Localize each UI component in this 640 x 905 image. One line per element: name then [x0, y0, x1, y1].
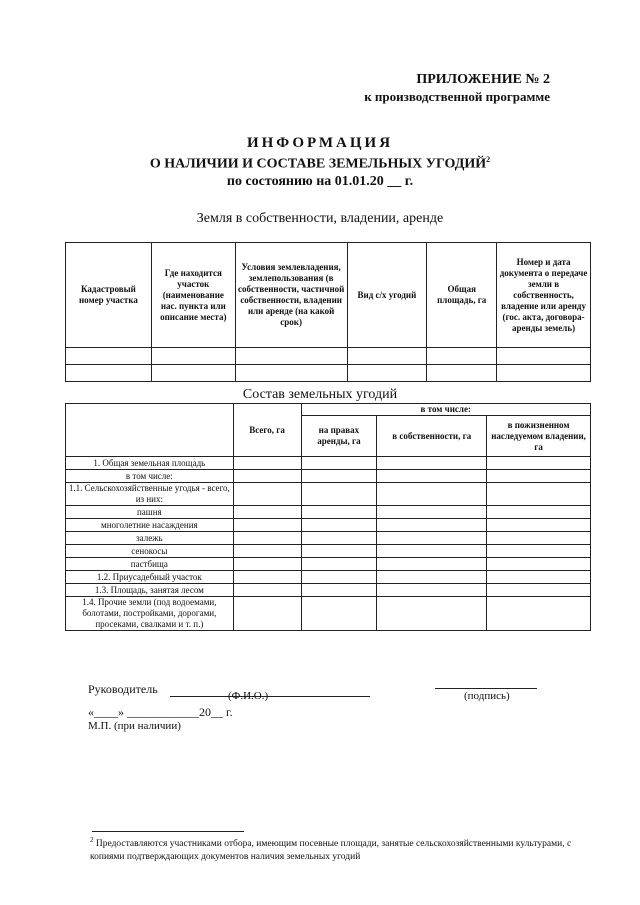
- table-cell[interactable]: [487, 483, 591, 506]
- table-row: [66, 532, 591, 545]
- signature-caption: (подпись): [464, 690, 510, 702]
- table-cell[interactable]: [233, 457, 301, 470]
- table-cell[interactable]: [301, 457, 377, 470]
- table-cell[interactable]: [487, 571, 591, 584]
- table-cell[interactable]: [377, 545, 487, 558]
- row-label: в том числе:: [66, 470, 234, 483]
- row-label: залежь: [66, 532, 234, 545]
- table-cell[interactable]: [487, 558, 591, 571]
- table-cell[interactable]: [233, 584, 301, 597]
- header-lifetime: в пожизненном наследуемом владении, га: [487, 416, 591, 457]
- appendix-subtitle: к производственной программе: [364, 89, 550, 104]
- signature-date-line: «____» ____________20__ г.: [88, 705, 233, 719]
- table-cell[interactable]: [427, 365, 497, 382]
- table-cell[interactable]: [301, 571, 377, 584]
- row-label: пастбища: [66, 558, 234, 571]
- table-row: [66, 348, 591, 365]
- table-cell[interactable]: [301, 519, 377, 532]
- table-cell[interactable]: [377, 519, 487, 532]
- header-location: Где находится участок (наименование нас. пункта или описание места): [151, 243, 235, 348]
- table-cell[interactable]: [233, 571, 301, 584]
- table-cell[interactable]: [301, 558, 377, 571]
- table-cell[interactable]: [233, 532, 301, 545]
- header-land-type: Вид с/х угодий: [347, 243, 427, 348]
- header-document: Номер и дата документа о передаче земли в собственность, владение или аренду (гос. акта, договора-аренды земель): [497, 243, 591, 348]
- table-cell[interactable]: [233, 470, 301, 483]
- table-cell[interactable]: [301, 532, 377, 545]
- table-cell[interactable]: [377, 470, 487, 483]
- table-cell[interactable]: [377, 558, 487, 571]
- header-own: в собственности, га: [377, 416, 487, 457]
- row-label: пашня: [66, 506, 234, 519]
- table-row: [66, 558, 591, 571]
- table-cell[interactable]: [233, 506, 301, 519]
- land-composition-table: [65, 403, 591, 631]
- table-cell[interactable]: [487, 506, 591, 519]
- footnote: [90, 834, 580, 864]
- fio-caption: (Ф.И.О.): [228, 690, 269, 702]
- table-cell[interactable]: [301, 545, 377, 558]
- table-cell[interactable]: [487, 457, 591, 470]
- row-label: многолетние насаждения: [66, 519, 234, 532]
- table-cell[interactable]: [487, 545, 591, 558]
- table-cell[interactable]: [233, 558, 301, 571]
- table-cell[interactable]: [301, 470, 377, 483]
- table-cell[interactable]: [347, 348, 427, 365]
- footnote-text: Предоставляются участниками отбора, имеющим посевные площади, занятые сельскохозяйственными культурами, с копиями подтверждающих документов наличия земельных угодий: [90, 839, 572, 863]
- appendix-title: ПРИЛОЖЕНИЕ № 2: [416, 72, 550, 87]
- table-cell[interactable]: [235, 365, 347, 382]
- table-header-row: [66, 243, 591, 348]
- table-row: [66, 365, 591, 382]
- header-cadastral-number: Кадастровый номер участка: [66, 243, 152, 348]
- table-cell[interactable]: [497, 365, 591, 382]
- head-label: Руководитель: [88, 682, 158, 696]
- table-cell[interactable]: [233, 597, 301, 631]
- document-subtitle: [0, 155, 640, 173]
- footnote-separator: [92, 831, 244, 832]
- header-total: Всего, га: [233, 404, 301, 457]
- table-cell[interactable]: [151, 348, 235, 365]
- row-label: 1.2. Приусадебный участок: [66, 571, 234, 584]
- signature-line[interactable]: [435, 688, 537, 689]
- table-cell[interactable]: [377, 457, 487, 470]
- table-cell[interactable]: [427, 348, 497, 365]
- name-signature-line[interactable]: [170, 696, 370, 697]
- header-rent: на правах аренды, га: [301, 416, 377, 457]
- table-row: [66, 519, 591, 532]
- table-cell[interactable]: [487, 597, 591, 631]
- row-label: сенокосы: [66, 545, 234, 558]
- land-composition-rows: [66, 457, 591, 631]
- stamp-place: М.П. (при наличии): [88, 720, 181, 732]
- table-row: [66, 584, 591, 597]
- table-cell[interactable]: [377, 483, 487, 506]
- table-row: [66, 483, 591, 506]
- table-cell[interactable]: [377, 597, 487, 631]
- table-cell[interactable]: [233, 545, 301, 558]
- table-cell[interactable]: [66, 348, 152, 365]
- table-cell[interactable]: [151, 365, 235, 382]
- table-row: [66, 545, 591, 558]
- header-total-area: Общая площадь, га: [427, 243, 497, 348]
- table-cell[interactable]: [233, 519, 301, 532]
- table-cell[interactable]: [235, 348, 347, 365]
- table-cell[interactable]: [301, 483, 377, 506]
- row-label: 1.1. Сельскохозяйственные угодья - всего, из них:: [66, 483, 234, 506]
- table-row: [66, 470, 591, 483]
- table-row: [66, 506, 591, 519]
- table-cell[interactable]: [487, 470, 591, 483]
- table-cell[interactable]: [487, 532, 591, 545]
- footnote-ref: 2: [486, 155, 491, 164]
- section1-title: Земля в собственности, владении, аренде: [196, 211, 444, 226]
- table-cell[interactable]: [377, 571, 487, 584]
- table-row: [66, 457, 591, 470]
- header-conditions: Условия землевладения, землепользования (в собственности, частичной собственности, владении или аренде (на какой срок): [235, 243, 347, 348]
- table-cell[interactable]: [66, 365, 152, 382]
- table-cell[interactable]: [377, 506, 487, 519]
- table-cell[interactable]: [347, 365, 427, 382]
- table-cell[interactable]: [377, 584, 487, 597]
- document-date: по состоянию на 01.01.20 __ г.: [226, 174, 414, 189]
- document-title: ИНФОРМАЦИЯ: [246, 135, 394, 151]
- subtitle-text: О НАЛИЧИИ И СОСТАВЕ ЗЕМЕЛЬНЫХ УГОДИЙ: [149, 156, 487, 172]
- table-cell[interactable]: [301, 506, 377, 519]
- table-cell[interactable]: [301, 597, 377, 631]
- table-cell[interactable]: [487, 584, 591, 597]
- footnote-mark: 2: [90, 836, 94, 844]
- row-label: 1.3. Площадь, занятая лесом: [66, 584, 234, 597]
- header-empty: [66, 404, 234, 457]
- table-cell[interactable]: [377, 532, 487, 545]
- table-row: [66, 571, 591, 584]
- table-header-row: [66, 404, 591, 416]
- table-cell[interactable]: [301, 584, 377, 597]
- row-label: 1.4. Прочие земли (под водоемами, болотами, постройками, дорогами, просеками, свалками и т. п.): [66, 597, 234, 631]
- land-ownership-table: [65, 242, 591, 382]
- table-cell[interactable]: [233, 483, 301, 506]
- section2-title: Состав земельных угодий: [242, 387, 398, 402]
- row-label: 1. Общая земельная площадь: [66, 457, 234, 470]
- table-row: [66, 597, 591, 631]
- header-including: в том числе:: [301, 404, 591, 416]
- table-cell[interactable]: [487, 519, 591, 532]
- table-cell[interactable]: [497, 348, 591, 365]
